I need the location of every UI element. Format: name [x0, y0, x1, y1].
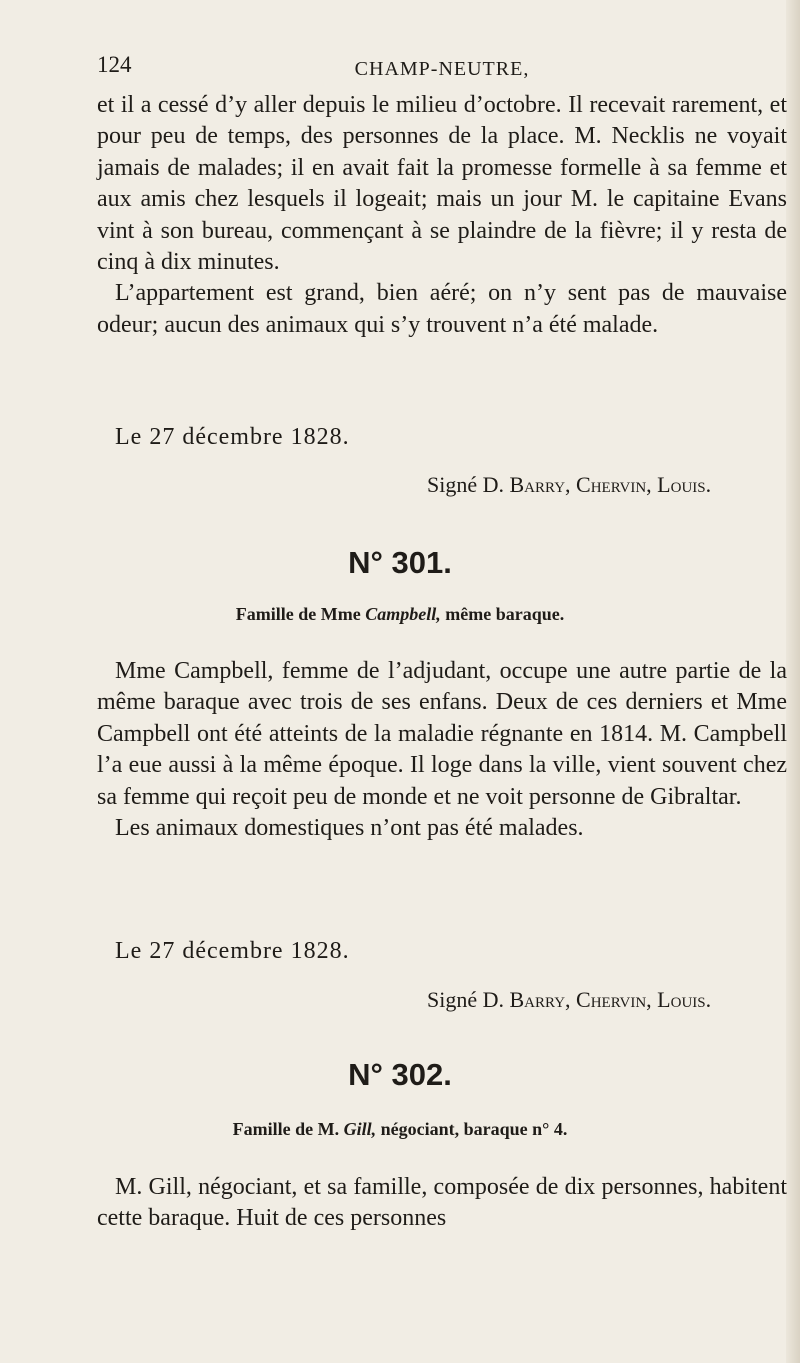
entry-number: N° 302.: [348, 1057, 452, 1092]
paragraph: M. Gill, négociant, et sa famille, composée de dix personnes, habitent cette baraque. Huit de ces personnes: [97, 1174, 787, 1232]
entry-number: N° 301.: [348, 545, 452, 580]
signatories: D. Barry, Chervin, Louis.: [482, 472, 712, 497]
signature-line: [427, 987, 711, 1013]
page-header: [97, 52, 787, 88]
signature-prefix: Signé: [427, 987, 483, 1012]
intro-text: [97, 90, 787, 341]
paragraph: Les animaux domestiques n’ont pas été malades.: [115, 815, 584, 842]
entry-subtitle: Famille de Mme Campbell, même baraque.: [235, 604, 565, 624]
running-title: CHAMP-NEUTRE,: [354, 58, 530, 80]
entry-text: [97, 656, 787, 844]
date-line: Le 27 décembre 1828.: [115, 938, 350, 964]
date-line: Le 27 décembre 1828.: [115, 424, 350, 450]
paragraph: et il a cessé d’y aller depuis le milieu d’octobre. Il recevait rarement, et pour peu de temps, des personnes de la place. M. Necklis ne voyait jamais de malades; il en avait fait la promesse formelle à sa femme et aux amis chez lesquels il logeait; mais un jour M. le capitaine Evans vint à son bureau, commençant à se plaindre de la fièvre; il y resta de cinq à dix minutes.: [97, 92, 787, 276]
entry-subtitle: Famille de M. Gill, négociant, baraque n° 4.: [232, 1119, 568, 1139]
signature-line: [427, 472, 711, 498]
signature-prefix: Signé: [427, 472, 483, 497]
entry-text: [97, 1172, 787, 1235]
family-name: Campbell,: [365, 604, 441, 624]
signatories: D. Barry, Chervin, Louis.: [482, 987, 712, 1012]
paragraph: Mme Campbell, femme de l’adjudant, occupe une autre partie de la même baraque avec trois de ses enfans. Deux de ces derniers et Mme Campbell ont été atteints de la maladie régnante en 1814. M. Campbell l’a eue aussi à la même époque. Il loge dans la ville, vient souvent chez sa femme qui reçoit peu de monde et ne voit personne de Gibraltar.: [97, 658, 787, 810]
paragraph: L’appartement est grand, bien aéré; on n’y sent pas de mauvaise odeur; aucun des animaux qui s’y trouvent n’a été malade.: [97, 280, 787, 338]
family-name: Gill,: [343, 1119, 377, 1139]
page-number: 124: [97, 52, 132, 77]
